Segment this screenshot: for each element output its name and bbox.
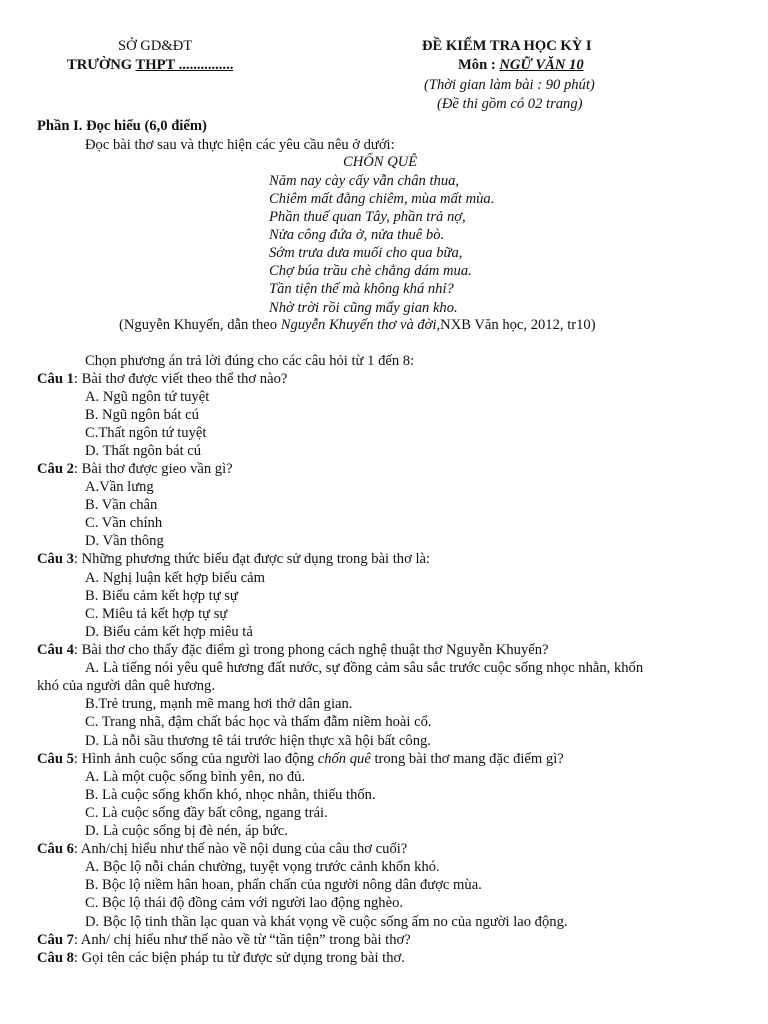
poem-line: Tần tiện thế mà không khá nhỉ? (269, 281, 454, 297)
poem-line: Phần thuế quan Tây, phần trả nợ, (269, 209, 466, 225)
poem-line: Chợ búa trầu chè chẳng dám mua. (269, 263, 472, 279)
poem-line: Nửa công đứa ở, nửa thuê bò. (269, 227, 445, 243)
option: B. Biểu cảm kết hợp tự sự (85, 588, 238, 604)
question-label: Câu 5 (37, 751, 74, 767)
question-text: : Hình ảnh cuộc sống của người lao động (73, 751, 318, 767)
poem-source (119, 316, 596, 334)
option: D. Thất ngôn bát cú (85, 443, 202, 459)
poem-line: Sớm trưa dưa muối cho qua bữa, (269, 245, 463, 261)
question-text: : Gọi tên các biện pháp tu từ được sử dụng trong bài thơ. (73, 950, 405, 966)
subject-name: NGỮ VĂN 10 (499, 57, 584, 73)
option: B.Trẻ trung, mạnh mẽ mang hơi thở dân gian. (85, 696, 353, 712)
option: D. Là cuộc sống bị đè nén, áp bức. (85, 823, 288, 839)
option: A. Là một cuộc sống bình yên, no đủ. (85, 769, 306, 785)
option: B. Ngũ ngôn bát cú (85, 407, 199, 423)
option: D. Biểu cảm kết hợp miêu tả (85, 624, 253, 640)
question-text: : Bài thơ được viết theo thể thơ nào? (73, 371, 288, 387)
option: C.Thất ngôn tứ tuyệt (85, 425, 207, 441)
school-placeholder: THPT ............... (135, 57, 234, 73)
option: A. Ngũ ngôn tứ tuyệt (85, 389, 210, 405)
question-text: : Anh/ chị hiểu như thế nào về từ “tần tiện” trong bài thơ? (73, 932, 411, 948)
question-text: : Những phương thức biểu đạt được sử dụng trong bài thơ là: (73, 551, 431, 567)
poem-line: Chiêm mất đằng chiêm, mùa mất mùa. (269, 191, 495, 207)
poem-line: Năm nay cày cấy vẫn chân thua, (269, 173, 460, 189)
section-instruction: Đọc bài thơ sau và thực hiện các yêu cầu nêu ở dưới: (85, 137, 395, 153)
department-name: SỞ GD&ĐT (118, 38, 193, 54)
option: A. Nghị luận kết hợp biểu cảm (85, 570, 265, 586)
subject-label: Môn : (458, 57, 500, 73)
option: C. Miêu tả kết hợp tự sự (85, 606, 228, 622)
option: A.Vần lưng (85, 479, 154, 495)
option: B. Bộc lộ niềm hân hoan, phấn chấn của người nông dân được mùa. (85, 877, 482, 893)
time-note: (Thời gian làm bài : 90 phút) (424, 77, 595, 93)
question-7 (37, 931, 411, 949)
question-text-after: trong bài thơ mang đặc điểm gì? (370, 751, 564, 767)
subject-line (458, 56, 584, 74)
section-title: Phần I. Đọc hiểu (6,0 điểm) (37, 118, 207, 134)
question-2 (37, 460, 233, 478)
mc-intro: Chọn phương án trả lời đúng cho các câu hỏi từ 1 đến 8: (85, 353, 415, 369)
option-continuation: khó của người dân quê hương. (37, 678, 215, 694)
option: C. Vần chính (85, 515, 163, 531)
question-label: Câu 2 (37, 461, 74, 477)
question-label: Câu 3 (37, 551, 74, 567)
school-name (67, 56, 233, 74)
option: C. Là cuộc sống đầy bất công, ngang trái. (85, 805, 328, 821)
option: D. Vần thông (85, 533, 164, 549)
option: C. Trang nhã, đậm chất bác học và thấm đẫm niềm hoài cổ. (85, 714, 432, 730)
question-text-italic: chốn quê (317, 751, 371, 767)
exam-title: ĐỀ KIỂM TRA HỌC KỲ I (422, 38, 592, 54)
option: B. Là cuộc sống khốn khó, nhọc nhằn, thiếu thốn. (85, 787, 376, 803)
question-label: Câu 1 (37, 371, 74, 387)
option: D. Là nỗi sầu thương tê tái trước hiện thực xã hội bất công. (85, 733, 431, 749)
question-label: Câu 8 (37, 950, 74, 966)
question-5 (37, 750, 564, 768)
question-8 (37, 949, 405, 967)
option: C. Bộc lộ thái độ đồng cảm với người lao động nghèo. (85, 895, 404, 911)
question-1 (37, 370, 287, 388)
poem-source-book: Nguyễn Khuyến thơ và đời (280, 317, 437, 333)
option: B. Vần chân (85, 497, 158, 513)
question-text: : Bài thơ cho thấy đặc điểm gì trong phong cách nghệ thuật thơ Nguyễn Khuyến? (73, 642, 549, 658)
question-4 (37, 641, 549, 659)
poem-source-suffix: ,NXB Văn học, 2012, tr10) (436, 317, 596, 333)
question-6 (37, 840, 407, 858)
poem-title: CHỐN QUÊ (343, 154, 418, 170)
question-text: : Anh/chị hiểu như thế nào về nội dung của câu thơ cuối? (73, 841, 408, 857)
school-prefix: TRƯỜNG (67, 57, 136, 73)
question-3 (37, 550, 430, 568)
pages-note: (Đề thi gồm có 02 trang) (437, 96, 583, 112)
poem-line: Nhờ trời rồi cũng mấy gian kho. (269, 300, 458, 316)
question-text: : Bài thơ được gieo vần gì? (73, 461, 233, 477)
question-label: Câu 6 (37, 841, 74, 857)
question-label: Câu 7 (37, 932, 74, 948)
option: D. Bộc lộ tinh thần lạc quan và khát vọng về cuộc sống ấm no của người lao động. (85, 914, 568, 930)
question-label: Câu 4 (37, 642, 74, 658)
poem-source-prefix: (Nguyễn Khuyến, dẫn theo (119, 317, 281, 333)
option: A. Là tiếng nói yêu quê hương đất nước, sự đồng cảm sâu sắc trước cuộc sống nhọc nhằn, khốn (85, 660, 644, 676)
option: A. Bộc lộ nỗi chán chường, tuyệt vọng trước cảnh khốn khó. (85, 859, 440, 875)
